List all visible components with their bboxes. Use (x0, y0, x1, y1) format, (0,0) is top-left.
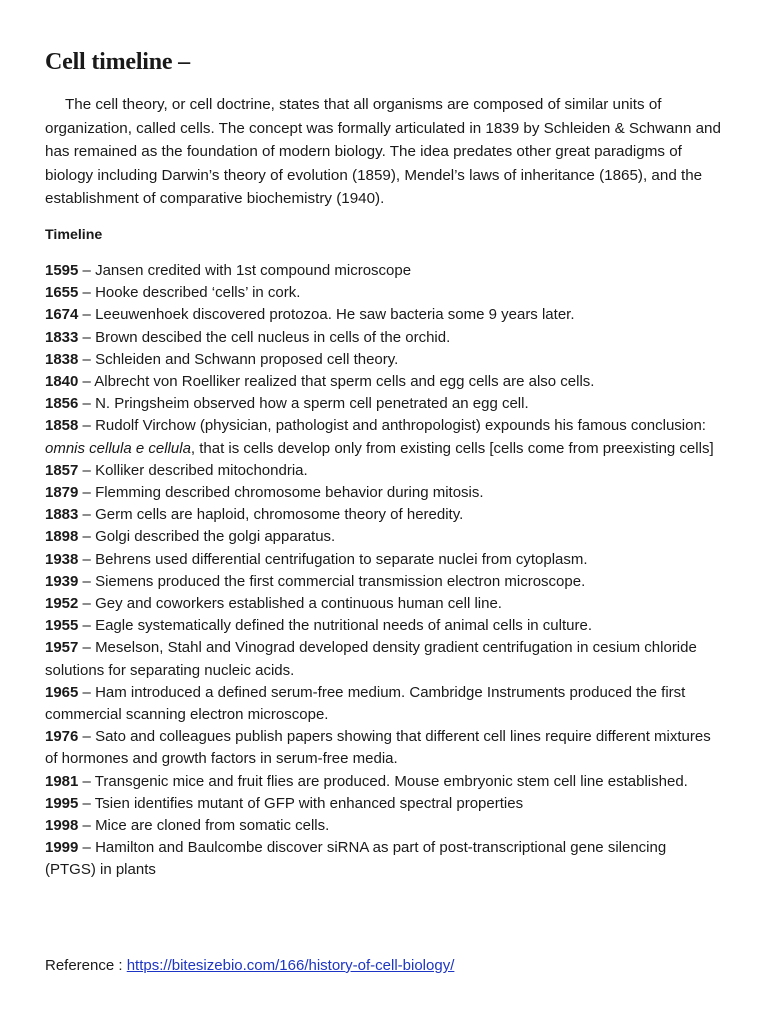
timeline-separator: – (78, 639, 96, 657)
timeline-text: Hamilton and Baulcombe discover siRNA as part of post-transcriptional gene silencing (PTGS) in plants (45, 839, 667, 879)
timeline-year: 1938 (45, 550, 79, 568)
timeline-text: Rudolf Virchow (physician, pathologist and anthropologist) expounds his famous conclusion: (95, 417, 706, 435)
timeline-heading: Timeline (45, 226, 103, 243)
timeline-entry (45, 815, 721, 837)
timeline-separator: – (78, 461, 96, 479)
timeline-entry (45, 260, 721, 282)
timeline-text: Schleiden and Schwann proposed cell theory. (95, 350, 399, 368)
timeline-year: 1976 (45, 728, 79, 746)
timeline-year: 1595 (45, 261, 79, 279)
reference-label: Reference : (45, 957, 127, 974)
timeline-entry (45, 615, 721, 637)
timeline-year: 1840 (45, 372, 79, 390)
timeline-separator: – (78, 328, 96, 346)
timeline-year: 1998 (45, 817, 79, 835)
timeline-year: 1981 (45, 772, 79, 790)
timeline-text: Transgenic mice and fruit flies are produced. Mouse embryonic stem cell line established. (94, 772, 688, 790)
timeline-entry (45, 526, 721, 548)
reference-line (45, 955, 454, 977)
timeline-text: Flemming described chromosome behavior during mitosis. (95, 484, 484, 501)
timeline-text: , that is cells develop only from existing cells [cells come from preexisting cells] (190, 439, 714, 457)
timeline-year: 1999 (45, 839, 79, 857)
timeline-separator: – (78, 595, 96, 613)
timeline-text: Leeuwenhoek discovered protozoa. He saw bacteria some 9 years later. (95, 306, 575, 324)
timeline-text: N. Pringsheim observed how a sperm cell penetrated an egg cell. (95, 395, 529, 413)
timeline-separator: – (78, 261, 96, 279)
timeline-entry (45, 571, 721, 593)
timeline-text: Tsien identifies mutant of GFP with enhanced spectral properties (94, 794, 524, 812)
timeline-entry (45, 593, 721, 615)
timeline-entry (45, 771, 721, 793)
timeline-separator: – (78, 417, 96, 435)
timeline-text: Brown descibed the cell nucleus in cells of the orchid. (95, 328, 451, 346)
timeline-entry (45, 327, 721, 349)
timeline-separator: – (78, 550, 96, 568)
reference-link[interactable]: https://bitesizebio.com/166/history-of-cell-biology/ (126, 957, 455, 974)
timeline-entry (45, 504, 721, 526)
timeline-text: Golgi described the golgi apparatus. (95, 528, 336, 546)
timeline-text: Jansen credited with 1st compound microscope (95, 261, 412, 279)
timeline-entry (45, 549, 721, 571)
intro-paragraph: The cell theory, or cell doctrine, states that all organisms are composed of similar units of organization, called cells. The concept was formally articulated in 1839 by Schleiden & Schwann and has remained as the foundation of modern biology. The idea predates other great paradigms of biology including Darwin’s theory of evolution (1859), Mendel’s laws of inheritance (1865), and the establishment of comparative biochemistry (1940). (45, 96, 721, 208)
timeline-separator: – (78, 506, 96, 524)
timeline-year: 1858 (45, 417, 79, 435)
timeline-entry (45, 393, 721, 415)
timeline-year: 1879 (45, 484, 79, 501)
timeline-text: Hooke described ‘cells’ in cork. (95, 284, 301, 302)
timeline-separator: – (78, 772, 95, 790)
timeline-separator: – (78, 395, 96, 413)
timeline-text: Sato and colleagues publish papers showing that different cell lines require different mixtures of hormones and growth factors in serum-free media. (45, 728, 711, 768)
timeline-separator: – (78, 484, 96, 501)
timeline-year: 1883 (45, 506, 79, 524)
timeline-year: 1655 (45, 284, 79, 302)
timeline-entry (45, 282, 721, 304)
timeline-entry (45, 415, 721, 459)
timeline-entry (45, 837, 721, 881)
timeline-separator: – (78, 817, 96, 835)
timeline-year: 1957 (45, 639, 79, 657)
timeline-year: 1955 (45, 617, 79, 635)
timeline-text: Siemens produced the first commercial transmission electron microscope. (95, 572, 586, 590)
timeline-text: Mice are cloned from somatic cells. (95, 817, 330, 835)
timeline-text: Ham introduced a defined serum-free medium. Cambridge Instruments produced the first commercial scanning electron microscope. (45, 683, 686, 724)
timeline-text: Meselson, Stahl and Vinograd developed density gradient centrifugation in cesium chloride solutions for separating nucleic acids. (45, 639, 697, 679)
timeline-entry (45, 460, 721, 482)
timeline-separator: – (78, 306, 96, 324)
timeline-year: 1939 (45, 572, 79, 590)
timeline-separator: – (78, 683, 96, 701)
timeline-year: 1995 (45, 794, 79, 812)
timeline-separator: – (78, 617, 96, 635)
timeline-separator: – (78, 528, 96, 546)
timeline-separator: – (78, 728, 96, 746)
timeline-entry (45, 304, 721, 326)
timeline-year: 1952 (45, 595, 79, 613)
timeline-separator: – (78, 372, 95, 390)
timeline-text: Germ cells are haploid, chromosome theory of heredity. (95, 506, 464, 524)
timeline-year: 1674 (45, 306, 79, 324)
timeline-year: 1965 (45, 683, 79, 701)
timeline-separator: – (78, 572, 96, 590)
timeline-separator: – (78, 839, 96, 857)
timeline-entry (45, 637, 721, 681)
timeline-text: Gey and coworkers established a continuous human cell line. (95, 595, 502, 613)
timeline-separator: – (78, 284, 96, 302)
timeline-text: Albrecht von Roelliker realized that sperm cells and egg cells are also cells. (94, 372, 595, 390)
timeline-year: 1857 (45, 461, 79, 479)
document-page (45, 44, 721, 882)
timeline-separator: – (78, 794, 95, 812)
timeline-year: 1898 (45, 528, 79, 546)
timeline-entry (45, 482, 721, 504)
timeline-italic-text: omnis cellula e cellula (45, 439, 191, 457)
timeline-list (45, 260, 721, 882)
timeline-entry (45, 682, 721, 726)
timeline-entry (45, 793, 721, 815)
timeline-text: Behrens used differential centrifugation to separate nuclei from cytoplasm. (95, 550, 588, 568)
timeline-entry (45, 726, 721, 770)
timeline-text: Kolliker described mitochondria. (95, 461, 308, 479)
page-title: Cell timeline – (45, 49, 190, 75)
timeline-year: 1838 (45, 350, 79, 368)
timeline-entry (45, 349, 721, 371)
timeline-separator: – (78, 350, 96, 368)
timeline-year: 1833 (45, 328, 79, 346)
timeline-entry (45, 371, 721, 393)
timeline-text: Eagle systematically defined the nutritional needs of animal cells in culture. (95, 617, 592, 635)
timeline-year: 1856 (45, 395, 79, 413)
